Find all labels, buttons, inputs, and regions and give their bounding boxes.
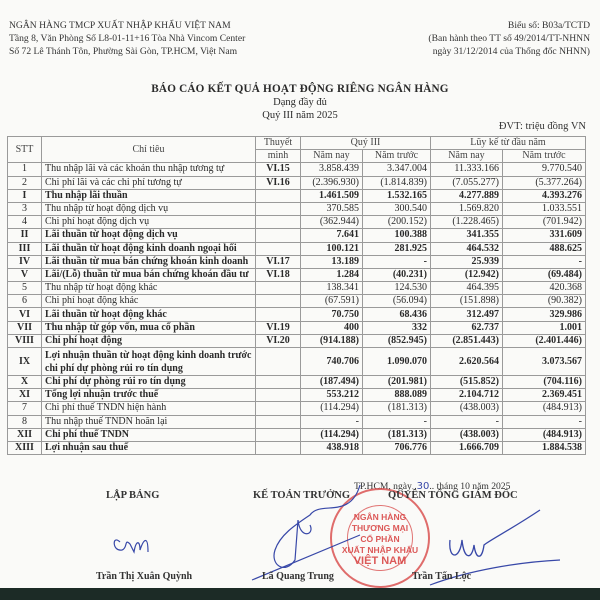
row-quarter-this-year: 438.918 bbox=[301, 441, 363, 454]
row-note: VI.17 bbox=[256, 255, 301, 268]
header-ytd-group: Lũy kế từ đầu năm bbox=[431, 137, 586, 150]
row-stt: 5 bbox=[8, 282, 42, 295]
row-quarter-last-year: (852.945) bbox=[363, 334, 431, 347]
row-item: Thu nhập lãi và các khoản thu nhập tương tự bbox=[42, 163, 256, 176]
row-stt: V bbox=[8, 268, 42, 281]
seal-line-2: THƯƠNG MẠI bbox=[351, 523, 409, 533]
row-ytd-last-year: (704.116) bbox=[503, 376, 586, 389]
seal-line-3: CỔ PHẦN bbox=[360, 534, 400, 544]
signing-date-prefix: TP.HCM, ngày . bbox=[354, 481, 417, 492]
row-note bbox=[256, 415, 301, 428]
row-quarter-this-year: 100.121 bbox=[301, 242, 363, 255]
row-stt: II bbox=[8, 229, 42, 242]
header-q-last-year: Năm trước bbox=[363, 150, 431, 163]
row-quarter-this-year: (67.591) bbox=[301, 295, 363, 308]
row-quarter-this-year: 553.212 bbox=[301, 389, 363, 402]
row-stt: 3 bbox=[8, 202, 42, 215]
header-ytd-this-year: Năm nay bbox=[431, 150, 503, 163]
row-quarter-last-year: (201.981) bbox=[363, 376, 431, 389]
row-ytd-this-year: (438.003) bbox=[431, 402, 503, 415]
currency-unit: ĐVT: triệu đồng VN bbox=[498, 121, 586, 132]
row-ytd-last-year: (90.382) bbox=[503, 295, 586, 308]
row-ytd-last-year: (5.377.264) bbox=[503, 176, 586, 189]
table-row bbox=[8, 189, 586, 202]
row-ytd-this-year: (12.942) bbox=[431, 268, 503, 281]
bottom-edge-band bbox=[0, 588, 600, 600]
row-note bbox=[256, 242, 301, 255]
row-ytd-this-year: 464.395 bbox=[431, 282, 503, 295]
form-code: Biểu số: B03a/TCTD bbox=[507, 20, 590, 31]
chief-accountant-name: Lã Quang Trung bbox=[262, 571, 334, 582]
row-ytd-last-year: 329.986 bbox=[503, 308, 586, 321]
row-quarter-last-year: 706.776 bbox=[363, 441, 431, 454]
row-quarter-this-year: (114.294) bbox=[301, 428, 363, 441]
row-quarter-this-year: 138.341 bbox=[301, 282, 363, 295]
table-row bbox=[8, 176, 586, 189]
row-note bbox=[256, 282, 301, 295]
row-quarter-this-year: (914.188) bbox=[301, 334, 363, 347]
row-ytd-last-year: 4.393.276 bbox=[503, 189, 586, 202]
row-quarter-last-year: - bbox=[363, 255, 431, 268]
report-title: BÁO CÁO KẾT QUẢ HOẠT ĐỘNG RIÊNG NGÂN HÀNG bbox=[151, 83, 449, 95]
table-row bbox=[8, 415, 586, 428]
row-stt: IV bbox=[8, 255, 42, 268]
table-header-row-1 bbox=[8, 137, 586, 150]
row-quarter-this-year: 740.706 bbox=[301, 348, 363, 376]
row-stt: 2 bbox=[8, 176, 42, 189]
row-ytd-last-year: - bbox=[503, 255, 586, 268]
row-stt: III bbox=[8, 242, 42, 255]
row-note bbox=[256, 216, 301, 229]
header-stt: STT bbox=[8, 137, 42, 163]
row-quarter-this-year: - bbox=[301, 415, 363, 428]
preparer-signature-icon bbox=[110, 530, 160, 560]
row-item: Lãi thuần từ mua bán chứng khoán kinh doanh bbox=[42, 255, 256, 268]
row-ytd-this-year: 1.666.709 bbox=[431, 441, 503, 454]
row-quarter-last-year: (56.094) bbox=[363, 295, 431, 308]
row-ytd-this-year: 62.737 bbox=[431, 321, 503, 334]
row-quarter-this-year: 1.461.509 bbox=[301, 189, 363, 202]
row-ytd-this-year: 2.620.564 bbox=[431, 348, 503, 376]
row-note: VI.18 bbox=[256, 268, 301, 281]
row-note: VI.16 bbox=[256, 176, 301, 189]
table-row bbox=[8, 202, 586, 215]
row-quarter-last-year: 1.532.165 bbox=[363, 189, 431, 202]
row-note: VI.15 bbox=[256, 163, 301, 176]
seal-line-5: VIỆT NAM bbox=[353, 555, 407, 567]
row-ytd-last-year: 1.001 bbox=[503, 321, 586, 334]
row-note bbox=[256, 376, 301, 389]
row-quarter-this-year: (2.396.930) bbox=[301, 176, 363, 189]
row-quarter-last-year: 300.540 bbox=[363, 202, 431, 215]
row-item: Chi phí hoạt động khác bbox=[42, 295, 256, 308]
row-ytd-this-year: (515.852) bbox=[431, 376, 503, 389]
row-item: Thu nhập từ hoạt động khác bbox=[42, 282, 256, 295]
row-ytd-this-year: (2.851.443) bbox=[431, 334, 503, 347]
row-quarter-last-year: 1.090.070 bbox=[363, 348, 431, 376]
row-stt: X bbox=[8, 376, 42, 389]
form-header bbox=[428, 19, 590, 58]
row-ytd-this-year: 25.939 bbox=[431, 255, 503, 268]
form-issued-by: (Ban hành theo TT số 49/2014/TT-NHNN bbox=[428, 33, 590, 44]
row-item: Thu nhập từ góp vốn, mua cổ phần bbox=[42, 321, 256, 334]
row-ytd-last-year: 9.770.540 bbox=[503, 163, 586, 176]
table-row bbox=[8, 308, 586, 321]
row-note: VI.19 bbox=[256, 321, 301, 334]
row-ytd-last-year: 1.033.551 bbox=[503, 202, 586, 215]
row-note bbox=[256, 229, 301, 242]
row-ytd-last-year: 3.073.567 bbox=[503, 348, 586, 376]
row-quarter-this-year: 70.750 bbox=[301, 308, 363, 321]
row-note bbox=[256, 428, 301, 441]
seal-line-4: XUẤT NHẬP KHẨU bbox=[341, 545, 419, 555]
row-quarter-last-year: (1.814.839) bbox=[363, 176, 431, 189]
row-quarter-last-year: 68.436 bbox=[363, 308, 431, 321]
row-note bbox=[256, 189, 301, 202]
form-issued-date: ngày 31/12/2014 của Thống đốc NHNN) bbox=[432, 46, 590, 57]
seal-line-1: NGÂN HÀNG bbox=[353, 512, 407, 522]
row-quarter-last-year: (181.313) bbox=[363, 402, 431, 415]
bank-header bbox=[9, 19, 245, 58]
signing-date-day: 30 bbox=[416, 481, 430, 492]
row-item: Chi phí lãi và các chi phí tương tự bbox=[42, 176, 256, 189]
table-body bbox=[8, 163, 586, 455]
row-stt: I bbox=[8, 189, 42, 202]
row-ytd-this-year: - bbox=[431, 415, 503, 428]
row-quarter-this-year: 1.284 bbox=[301, 268, 363, 281]
row-quarter-this-year: (114.294) bbox=[301, 402, 363, 415]
table-row bbox=[8, 268, 586, 281]
row-quarter-this-year: 370.585 bbox=[301, 202, 363, 215]
row-ytd-this-year: 2.104.712 bbox=[431, 389, 503, 402]
row-item: Lợi nhuận sau thuế bbox=[42, 441, 256, 454]
row-stt: XI bbox=[8, 389, 42, 402]
row-stt: 1 bbox=[8, 163, 42, 176]
row-quarter-this-year: 13.189 bbox=[301, 255, 363, 268]
table-row bbox=[8, 242, 586, 255]
row-ytd-last-year: (484.913) bbox=[503, 402, 586, 415]
report-title-block bbox=[0, 82, 600, 122]
row-quarter-last-year: (181.313) bbox=[363, 428, 431, 441]
bank-address-line2: Số 72 Lê Thánh Tôn, Phường Sài Gòn, TP.HCM, Việt Nam bbox=[9, 46, 238, 57]
table-row bbox=[8, 255, 586, 268]
table-row bbox=[8, 216, 586, 229]
row-quarter-last-year: (200.152) bbox=[363, 216, 431, 229]
row-ytd-this-year: (1.228.465) bbox=[431, 216, 503, 229]
bank-address-line1: Tầng 8, Văn Phòng Số L8-01-11+16 Tòa Nhà Vincom Center bbox=[9, 33, 246, 44]
table-row bbox=[8, 376, 586, 389]
row-quarter-this-year: 7.641 bbox=[301, 229, 363, 242]
table-row bbox=[8, 441, 586, 454]
table-row bbox=[8, 229, 586, 242]
row-note bbox=[256, 441, 301, 454]
row-quarter-last-year: (40.231) bbox=[363, 268, 431, 281]
row-ytd-last-year: (69.484) bbox=[503, 268, 586, 281]
table-row bbox=[8, 402, 586, 415]
row-item: Lợi nhuận thuần từ hoạt động kinh doanh trước chi phí dự phòng rủi ro tín dụng bbox=[42, 348, 256, 376]
signing-date-suffix: .. tháng 10 năm 2025 bbox=[429, 481, 511, 492]
table-row bbox=[8, 295, 586, 308]
row-note bbox=[256, 389, 301, 402]
bank-name: NGÂN HÀNG TMCP XUẤT NHẬP KHẨU VIỆT NAM bbox=[9, 20, 231, 31]
row-item: Lãi/(Lỗ) thuần từ mua bán chứng khoán đầu tư bbox=[42, 268, 256, 281]
header-ytd-last-year: Năm trước bbox=[503, 150, 586, 163]
row-item: Chi phí dự phòng rủi ro tín dụng bbox=[42, 376, 256, 389]
row-ytd-last-year: - bbox=[503, 415, 586, 428]
table-row bbox=[8, 163, 586, 176]
row-quarter-last-year: 281.925 bbox=[363, 242, 431, 255]
row-ytd-this-year: 4.277.889 bbox=[431, 189, 503, 202]
row-item: Chi phí thuế TNDN hiện hành bbox=[42, 402, 256, 415]
row-ytd-this-year: 312.497 bbox=[431, 308, 503, 321]
row-item: Thu nhập thuế TNDN hoãn lại bbox=[42, 415, 256, 428]
report-period: Quý III năm 2025 bbox=[262, 110, 338, 121]
header-item: Chỉ tiêu bbox=[42, 137, 256, 163]
preparer-title: LẬP BẢNG bbox=[106, 490, 160, 501]
row-stt: VIII bbox=[8, 334, 42, 347]
row-quarter-this-year: (187.494) bbox=[301, 376, 363, 389]
row-ytd-last-year: 2.369.451 bbox=[503, 389, 586, 402]
row-item: Lãi thuần từ hoạt động kinh doanh ngoại hối bbox=[42, 242, 256, 255]
row-stt: 7 bbox=[8, 402, 42, 415]
row-note bbox=[256, 402, 301, 415]
row-ytd-this-year: (7.055.277) bbox=[431, 176, 503, 189]
chief-accountant-title: KẾ TOÁN TRƯỞNG bbox=[253, 490, 351, 501]
table-row bbox=[8, 334, 586, 347]
row-ytd-this-year: (151.898) bbox=[431, 295, 503, 308]
row-note bbox=[256, 295, 301, 308]
row-ytd-this-year: 1.569.820 bbox=[431, 202, 503, 215]
row-quarter-this-year: 3.858.439 bbox=[301, 163, 363, 176]
row-item: Thu nhập từ hoạt động dịch vụ bbox=[42, 202, 256, 215]
report-form-type: Dạng đầy đủ bbox=[273, 97, 327, 108]
row-stt: VI bbox=[8, 308, 42, 321]
row-stt: XII bbox=[8, 428, 42, 441]
row-ytd-last-year: 1.884.538 bbox=[503, 441, 586, 454]
row-stt: VII bbox=[8, 321, 42, 334]
header-quarter-group: Quý III bbox=[301, 137, 431, 150]
row-ytd-last-year: (484.913) bbox=[503, 428, 586, 441]
header-note-l1: Thuyết bbox=[256, 137, 301, 150]
income-statement-table bbox=[7, 136, 586, 455]
row-ytd-last-year: 488.625 bbox=[503, 242, 586, 255]
table-row bbox=[8, 348, 586, 376]
table-row bbox=[8, 282, 586, 295]
row-ytd-this-year: 464.532 bbox=[431, 242, 503, 255]
row-ytd-this-year: 11.333.166 bbox=[431, 163, 503, 176]
row-item: Tổng lợi nhuận trước thuế bbox=[42, 389, 256, 402]
row-quarter-last-year: 100.388 bbox=[363, 229, 431, 242]
row-note bbox=[256, 308, 301, 321]
row-ytd-last-year: 420.368 bbox=[503, 282, 586, 295]
ceo-title: QUYỀN TỔNG GIÁM ĐỐC bbox=[388, 490, 518, 501]
preparer-name: Trần Thị Xuân Quỳnh bbox=[96, 571, 193, 582]
row-note bbox=[256, 348, 301, 376]
row-item: Lãi thuần từ hoạt động khác bbox=[42, 308, 256, 321]
row-stt: 4 bbox=[8, 216, 42, 229]
row-ytd-last-year: (701.942) bbox=[503, 216, 586, 229]
row-ytd-this-year: (438.003) bbox=[431, 428, 503, 441]
row-ytd-last-year: 331.609 bbox=[503, 229, 586, 242]
row-item: Thu nhập lãi thuần bbox=[42, 189, 256, 202]
row-quarter-last-year: 888.089 bbox=[363, 389, 431, 402]
row-stt: IX bbox=[8, 348, 42, 376]
row-note bbox=[256, 202, 301, 215]
row-ytd-this-year: 341.355 bbox=[431, 229, 503, 242]
row-quarter-last-year: 332 bbox=[363, 321, 431, 334]
row-item: Chi phí hoạt động dịch vụ bbox=[42, 216, 256, 229]
header-q-this-year: Năm nay bbox=[301, 150, 363, 163]
row-quarter-last-year: - bbox=[363, 415, 431, 428]
row-quarter-this-year: (362.944) bbox=[301, 216, 363, 229]
row-ytd-last-year: (2.401.446) bbox=[503, 334, 586, 347]
table-row bbox=[8, 428, 586, 441]
row-stt: 8 bbox=[8, 415, 42, 428]
row-quarter-last-year: 124.530 bbox=[363, 282, 431, 295]
row-note: VI.20 bbox=[256, 334, 301, 347]
row-quarter-last-year: 3.347.004 bbox=[363, 163, 431, 176]
row-quarter-this-year: 400 bbox=[301, 321, 363, 334]
row-stt: XIII bbox=[8, 441, 42, 454]
header-note-l2: minh bbox=[256, 150, 301, 163]
row-item: Chi phí hoạt động bbox=[42, 334, 256, 347]
table-row bbox=[8, 321, 586, 334]
table-row bbox=[8, 389, 586, 402]
row-item: Lãi thuần từ hoạt động dịch vụ bbox=[42, 229, 256, 242]
row-stt: 6 bbox=[8, 295, 42, 308]
ceo-name: Trần Tấn Lộc bbox=[412, 571, 472, 582]
row-item: Chi phí thuế TNDN bbox=[42, 428, 256, 441]
